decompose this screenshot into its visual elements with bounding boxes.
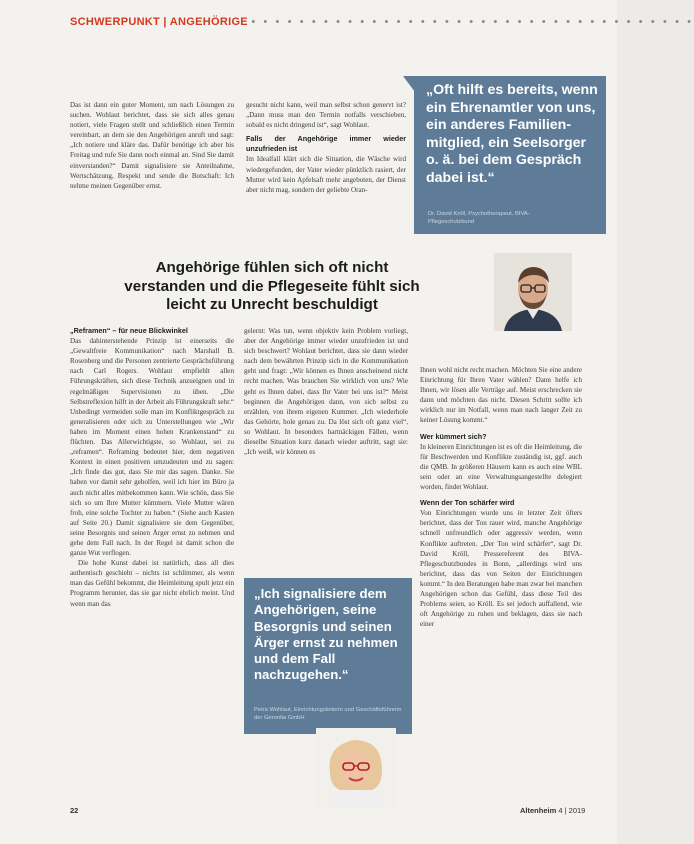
paragraph: In kleineren Einrichtungen ist es oft die Heimleitung, die für Beschwerden und Konflikte zuständig ist, ggf. auch die QMB. In größeren Häusern kann es auch eine WBL sein oder an eine Verwaltungsangestellte delegiert worden, findet Wohlaut. bbox=[420, 442, 582, 492]
paragraph: Das ist dann ein guter Moment, um nach Lösungen zu suchen. Wohlaut berichtet, dass sie sich alles genau notiert, viele Fragen stellt und schließlich einen Termin vereinbart, an dem sie den Angehörigen anruft und sagt: „Ich notiere und kläre das. Dafür benötige ich aber bis Freitag und rufe Sie dann noch einmal an. Sind Sie damit einverstanden?“ Damit signalisiere sie Anteilnahme, Wertschätzung, Respekt und sende die Botschaft: Ich nehme meinen Gegenüber ernst. bbox=[70, 101, 234, 190]
pull-quote-box-top bbox=[414, 76, 606, 234]
paragraph: gesucht nicht kann, weil man selbst schon genervt ist? „Dann muss man den Termin notfalls verschieben, sobald es nicht dringend ist“, sagt Wohlaut. bbox=[246, 101, 406, 130]
magazine-issue: 4 | 2019 bbox=[558, 806, 586, 815]
pull-quote-source: Dr. David Kröll, Psychotherapeut, BIVA-Pflegeschutzbund bbox=[428, 211, 530, 225]
section-kicker: SCHWERPUNKT bbox=[70, 16, 161, 28]
magazine-name: Altenheim bbox=[520, 806, 557, 815]
pull-quote-text: „Ich signalisiere dem Angehörigen, seine Besorgnis und seinen Ärger ernst zu nehmen und dem Fall nachzugehen.“ bbox=[254, 586, 398, 683]
paragraph: Das dahinterstehende Prinzip ist einerseits die „Gewaltfreie Kommunikation“ nach Marshall B. Rosenberg und die Personen zentrierte Gesprächsführung nach Carl Rogers. Wohlaut empfiehlt allen Führungskräften, sich diese Technik anzueignen und in regelmäßigen Supervisionen zu üben. „Die Selbstreflexion hilft in der Arbeit als Führungskraft sehr.“ Unbedingt vermeiden solle man im Konfliktgespräch zu generalisieren oder sich zu Unterstellungen wie „Wir haben im Moment einen hohen Krankenstand“ zu flüchten. Das Allerwichtigste, so Wohlaut, sei zu „reframen“. Reframing bedeutet hier, dem negativen Kontext in einen positiven umzudeuten und zu sagen: „Ich finde das gut, dass Sie mir das sagen. Danke. Sie haben vor damit sehr geholfen, weil ich hier im Büro ja auch nicht alles mitbekommen kann. Wie schön, dass Sie sich so um Ihre Mutter kümmern. Viele Mutter wären froh, eine solche Tochter zu haben.“ (Siehe auch Kasten auf Seite 20.) Damit signalisiere sie dem Gegenüber, seine Besorgnis und seinen Ärger ernst zu nehmen und gehe dem Fall nach. In der Regel ist damit schon die ganze Wut verflogen. bbox=[70, 337, 234, 558]
column-2-bottom bbox=[244, 326, 408, 457]
column-2-top bbox=[246, 100, 406, 195]
paragraph: Von Einrichtungen wurde uns in letzter Zeit öfters berichtet, dass der Ton rauer wird, manche Angehörige schnell unfreundlich oder aggressiv werden, wenn Konflikte auftreten. „Der Ton wird schärfer“, sagt Dr. David Kröll, Pressereferent des BIVA-Pflegeschutzbundes in Bonn, „allerdings wird uns berichtet, dass das von Seiten der Einrichtungen kommt.“ In den Beratungen habe man zwar bei manchen Angehörigen schon das Gefühl, dass diese Teil des Problems seien, so Kröll. Es sei jedoch auffallend, wie oft Angehörige zu ruhen und beklagen, dass sie nach einer bbox=[420, 509, 582, 629]
portrait-david-kroell bbox=[494, 253, 572, 331]
magazine-footer bbox=[520, 806, 585, 815]
subheading: Falls der Angehörige immer wieder unzufrieden ist bbox=[246, 134, 406, 154]
article-subheadline: Angehörige fühlen sich oft nicht verstanden und die Pflegeseite fühlt sich leicht zu Unrecht beschuldigt bbox=[124, 259, 420, 314]
page-number: 22 bbox=[70, 806, 79, 815]
column-1-bottom bbox=[70, 326, 234, 609]
pull-quote-box-bottom bbox=[244, 578, 412, 734]
pull-quote-source: Petra Wohlaut, Einrichtungsleiterin und Geschäftsführerin der Gerontia GmbH bbox=[254, 707, 402, 721]
portrait-petra-wohlaut bbox=[316, 728, 396, 808]
column-3-bottom bbox=[420, 365, 582, 629]
column-1-top bbox=[70, 100, 234, 191]
subheading: Wenn der Ton schärfer wird bbox=[420, 498, 515, 508]
subheading: Wer kümmert sich? bbox=[420, 431, 487, 441]
quote-notch-top bbox=[403, 76, 415, 92]
paragraph: Ihnen wohl nicht recht machen. Möchten Sie eine andere Einrichtung für Ihren Vater wählen? Dann helfe ich Ihnen, wir lösen alle Verträge auf. Meist erschrecken sie dann und möchten das nicht. Diesen Schritt sollte ich wirklich nur im Notfall, wenn man nach langer Zeit zu keiner Lösung kommt.“ bbox=[420, 366, 582, 425]
paragraph: Im Idealfall klärt sich die Situation, die Wäsche wird wiedergefunden, der Vater wieder pünktlich rasiert, der Mutter wird kein Apfelsaft mehr angeboten, der Dienst aber nicht mag, sondern der geliebte Oran- bbox=[246, 155, 406, 194]
paragraph: Die hohe Kunst dabei ist natürlich, dass all dies authentisch geschieht – nichts ist schlimmer, als wenn man das Gefühl bekommt, die Heimleitung spult jetzt ein Programm herunter, das sie gar nicht ehrlich meint. Und wenn man das bbox=[70, 559, 234, 608]
portrait-woman-icon bbox=[316, 728, 396, 808]
section-topic: ANGEHÖRIGE bbox=[169, 16, 248, 28]
pull-quote-text: „Oft hilft es bereits, wenn ein Ehrenamtler von uns, ein anderes Familienmitglied, ein Seelsorger o. ä. bei dem Gespräch dabei ist.“ bbox=[426, 82, 598, 186]
portrait-man-icon bbox=[494, 253, 572, 331]
header-dot-rule: • • • • • • • • • • • • • • • • • • • • • • • • • • • • • • • • • • • • • bbox=[251, 16, 694, 28]
paragraph: gelernt: Was tun, wenn objektiv kein Problem vorliegt, aber der Angehörige immer wieder unzufrieden ist und sich beschwert? Wohlaut berichtet, dass sie dann wieder nach dem bewährten Prinzip sich in die Kommunikation geht und fragt: „Wir können es Ihnen anscheinend nicht recht machen. Was brauchen Sie wirklich von uns? Wie geht es Ihnen dabei, dass Ihr Vater bei uns ist?“ Meist beginnen die Angehörigen dann, von sich selbst zu erzählen, von ihrem eigenen Kummer. „Ich wiederhole das Gehörte, hole genau zu. Da löst sich oft ganz viel“, so Wohlaut. In besonders hartnäckigen Fällen, wenn dieselbe Situation kurz danach wieder auftritt, sagt sie: „Ich weiß, wir können es bbox=[244, 327, 408, 457]
subheading: „Reframen“ – für neue Blickwinkel bbox=[70, 326, 188, 335]
section-header bbox=[70, 16, 694, 28]
header-separator: | bbox=[160, 16, 170, 28]
